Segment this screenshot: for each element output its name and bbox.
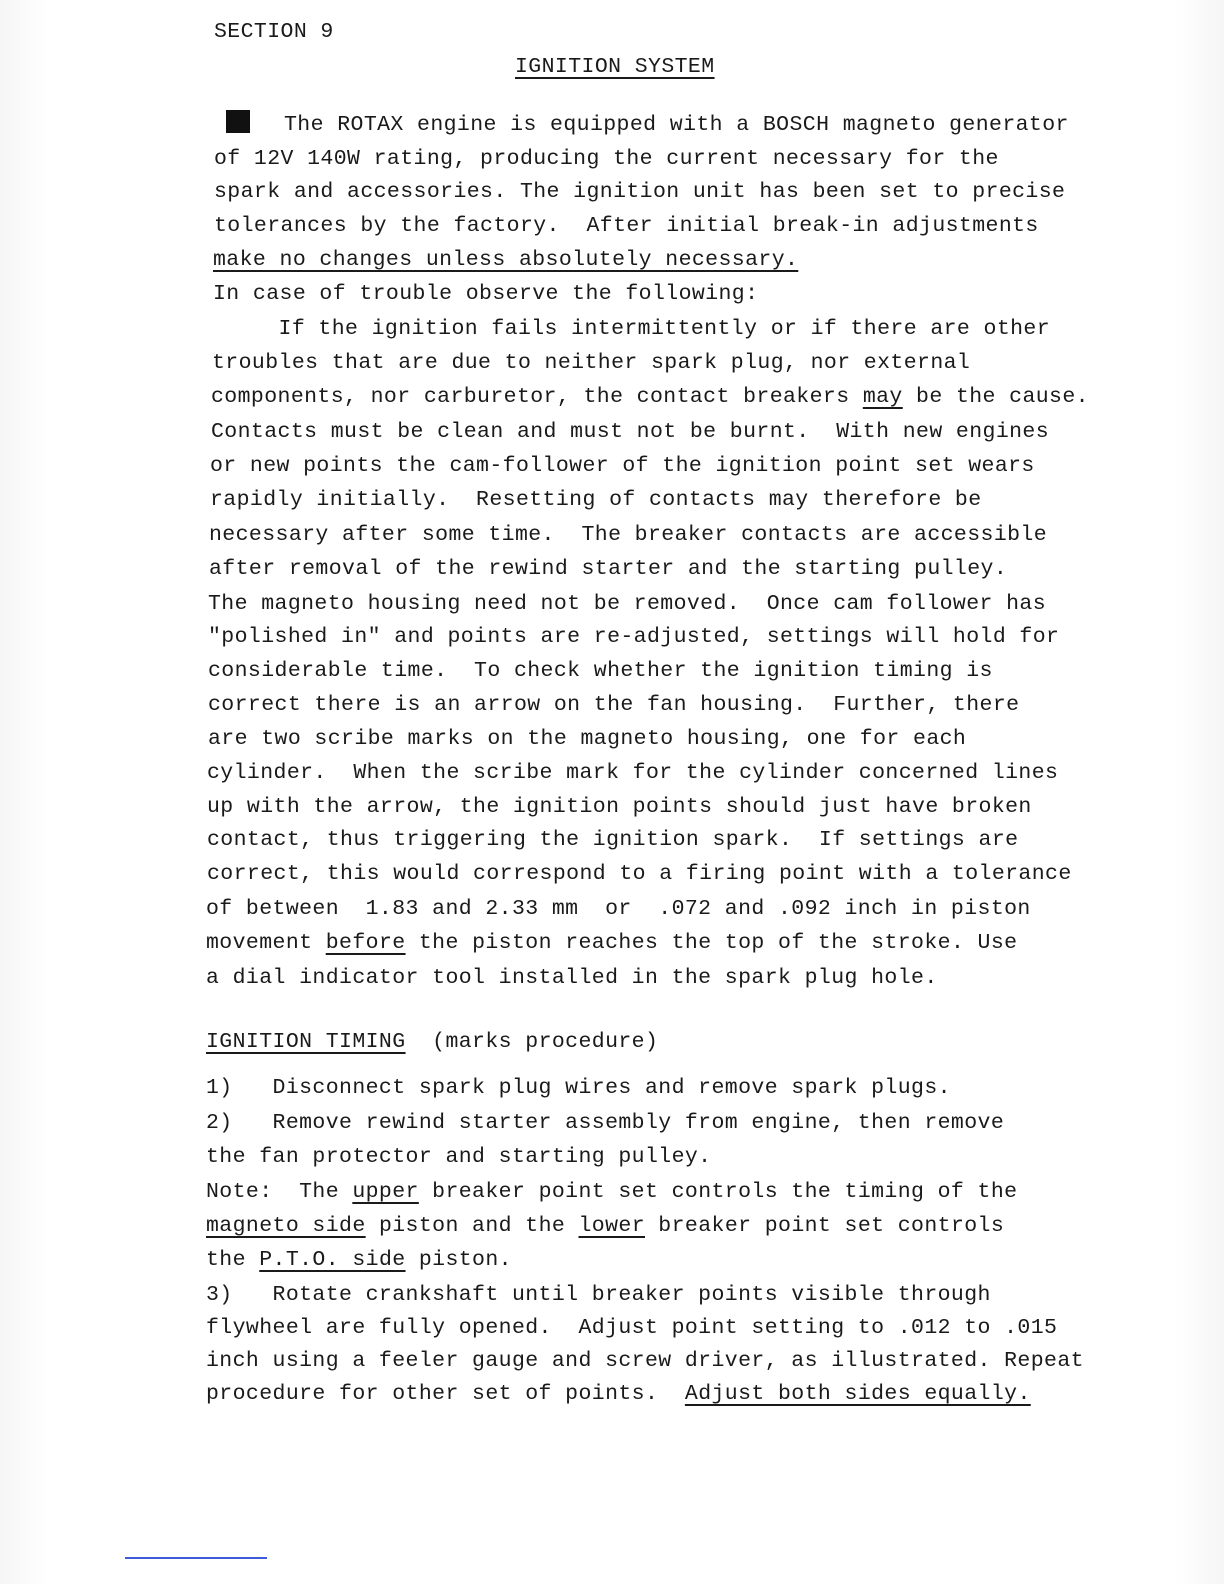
step-1: 1) Disconnect spark plug wires and remove spark plugs. [206, 1076, 951, 1100]
body-line-5: or new points the cam-follower of the ignition point set wears [210, 454, 1035, 478]
note-line-3: the P.T.O. side piston. [206, 1248, 512, 1272]
step-3-line-2: flywheel are fully opened. Adjust point setting to .012 to .015 [206, 1316, 1058, 1340]
note-line-1: Note: The upper breaker point set controls the timing of the [206, 1180, 1018, 1204]
step-2-continued: the fan protector and starting pulley. [206, 1145, 712, 1169]
emphasis-before: before [325, 931, 406, 955]
intro-line-6: In case of trouble observe the following: [213, 282, 759, 306]
emphasis-magneto-side: magneto side [206, 1214, 366, 1238]
body-line-17: correct, this would correspond to a firing point with a tolerance [207, 862, 1072, 886]
body-line-10: "polished in" and points are re-adjusted, settings will hold for [208, 625, 1060, 649]
bottom-rule [125, 1557, 267, 1559]
body-line-1: If the ignition fails intermittently or if there are other [212, 317, 1051, 341]
intro-line-1: The ROTAX engine is equipped with a BOSCH magneto generator [226, 110, 1069, 139]
emphasis-adjust-equally: Adjust both sides equally. [684, 1382, 1031, 1406]
step-3-line-4: procedure for other set of points. Adjust both sides equally. [206, 1382, 1031, 1406]
body-line-14: cylinder. When the scribe mark for the cylinder concerned lines [207, 761, 1059, 785]
page-title: IGNITION SYSTEM [515, 55, 715, 79]
body-line-2: troubles that are due to neither spark plug, nor external [212, 351, 971, 375]
step-2: 2) Remove rewind starter assembly from engine, then remove [206, 1111, 1005, 1135]
body-line-12: correct there is an arrow on the fan housing. Further, there [208, 693, 1020, 717]
timing-heading: IGNITION TIMING (marks procedure) [206, 1030, 659, 1054]
body-line-11: considerable time. To check whether the ignition timing is [208, 659, 993, 683]
body-line-15: up with the arrow, the ignition points should just have broken [207, 795, 1032, 819]
body-line-18: of between 1.83 and 2.33 mm or .072 and .092 inch in piston [206, 897, 1031, 921]
emphasis-lower: lower [578, 1214, 645, 1238]
intro-warning: make no changes unless absolutely necessary. [213, 248, 799, 272]
step-3-line-3: inch using a feeler gauge and screw driver, as illustrated. Repeat [206, 1349, 1084, 1373]
body-line-6: rapidly initially. Resetting of contacts may therefore be [210, 488, 982, 512]
page-edge-right [1174, 0, 1224, 1584]
body-line-9: The magneto housing need not be removed. Once cam follower has [208, 592, 1047, 616]
emphasis-pto-side: P.T.O. side [259, 1248, 406, 1272]
bullet-marker [226, 110, 250, 133]
body-line-16: contact, thus triggering the ignition spark. If settings are [207, 828, 1019, 852]
body-line-7: necessary after some time. The breaker contacts are accessible [209, 523, 1048, 547]
intro-line-3: spark and accessories. The ignition unit has been set to precise [214, 180, 1066, 204]
body-line-4: Contacts must be clean and must not be burnt. With new engines [211, 420, 1050, 444]
body-line-20: a dial indicator tool installed in the spark plug hole. [206, 966, 938, 990]
note-line-2: magneto side piston and the lower breaker point set controls [206, 1214, 1005, 1238]
emphasis-upper: upper [352, 1180, 419, 1204]
body-line-3: components, nor carburetor, the contact breakers may be the cause. [211, 385, 1089, 409]
section-label: SECTION 9 [214, 20, 334, 44]
intro-line-2: of 12V 140W rating, producing the current necessary for the [214, 147, 999, 171]
emphasis-may: may [862, 385, 903, 409]
intro-line-4: tolerances by the factory. After initial break-in adjustments [214, 214, 1039, 238]
body-line-19: movement before the piston reaches the top of the stroke. Use [206, 931, 1018, 955]
page-edge-left [0, 0, 50, 1584]
body-line-13: are two scribe marks on the magneto housing, one for each [208, 727, 967, 751]
body-line-8: after removal of the rewind starter and the starting pulley. [209, 557, 1008, 581]
step-3: 3) Rotate crankshaft until breaker points visible through [206, 1283, 991, 1307]
